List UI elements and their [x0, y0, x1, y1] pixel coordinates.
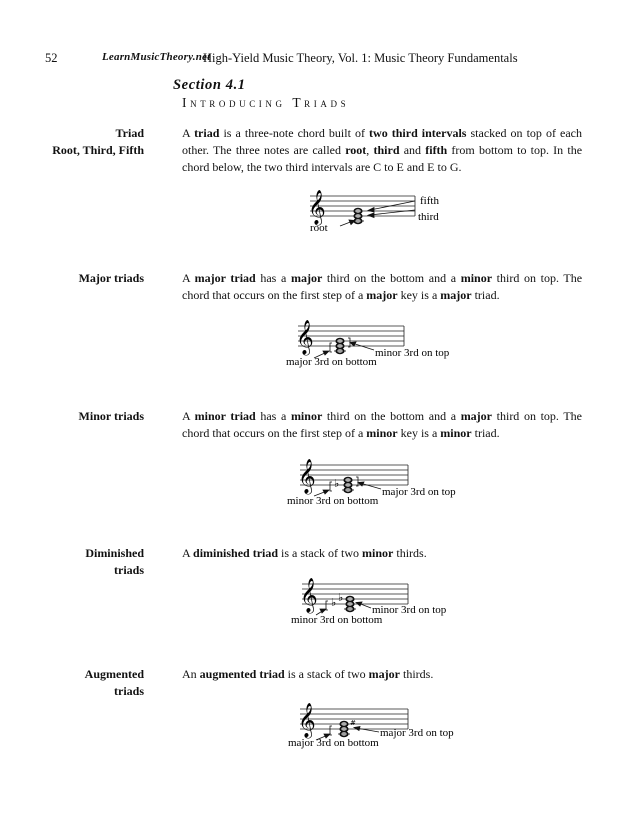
label-top-interval: major 3rd on top [382, 486, 456, 498]
section-title: Introducing Triads [182, 95, 350, 110]
paragraph-major: A major triad has a major third on the bottom and a minor third on top. The chord that occurs on the first step of a major key is a major triad. [182, 271, 583, 302]
paragraph-triad: A triad is a three-note chord built of two third intervals stacked on top of each other. The three notes are called root, third and fifth from bottom to top. In the chord below, the two third intervals are C to E and E to G. [182, 126, 583, 174]
staff-triad [300, 186, 460, 236]
side-heading-major: Major triads [78, 271, 144, 285]
treble-clef-icon: 𝄞 [298, 459, 316, 494]
treble-clef-icon: 𝄞 [300, 578, 318, 613]
treble-clef-icon: 𝄞 [296, 320, 314, 355]
side-heading-minor: Minor triads [78, 409, 144, 423]
label-third: third [418, 211, 439, 223]
label-bottom-interval: minor 3rd on bottom [291, 614, 383, 626]
label-root: root [310, 222, 328, 234]
page-number: 52 [45, 51, 58, 65]
flat-icon: ♭ [334, 477, 340, 490]
paragraph-augmented: An augmented triad is a stack of two major thirds. [182, 667, 434, 681]
svg-text:#: # [350, 719, 356, 727]
label-top-interval: major 3rd on top [380, 727, 454, 739]
section-label: Section 4.1 [173, 77, 246, 93]
staff-augmented [284, 699, 484, 755]
flat-icon: ♭ [331, 596, 337, 609]
label-bottom-interval: minor 3rd on bottom [287, 495, 379, 507]
label-bottom-interval: major 3rd on bottom [286, 356, 377, 368]
label-fifth: fifth [420, 195, 439, 207]
flat-icon: ♭ [338, 591, 344, 604]
staff-diminished [286, 574, 486, 630]
label-bottom-interval: major 3rd on bottom [288, 737, 379, 749]
label-top-interval: minor 3rd on top [372, 604, 447, 616]
treble-clef-icon: 𝄞 [308, 190, 326, 225]
side-heading-augmented: Augmented triads [84, 667, 144, 698]
staff-minor [284, 455, 484, 511]
interval-brackets [330, 338, 350, 352]
treble-clef-icon: 𝄞 [298, 703, 316, 738]
label-top-interval: minor 3rd on top [375, 347, 450, 359]
side-heading-triad: Triad Root, Third, Fifth [52, 126, 144, 157]
site-name: LearnMusicTheory.net [102, 51, 211, 63]
paragraph-diminished: A diminished triad is a stack of two minor thirds. [182, 546, 427, 560]
staff-major [282, 316, 482, 372]
paragraph-minor: A minor triad has a minor third on the bottom and a major third on top. The chord that occurs on the first step of a minor key is a minor triad. [182, 409, 582, 440]
side-heading-diminished: Diminished triads [85, 546, 144, 577]
book-title: High-Yield Music Theory, Vol. 1: Music Theory Fundamentals [203, 51, 518, 65]
